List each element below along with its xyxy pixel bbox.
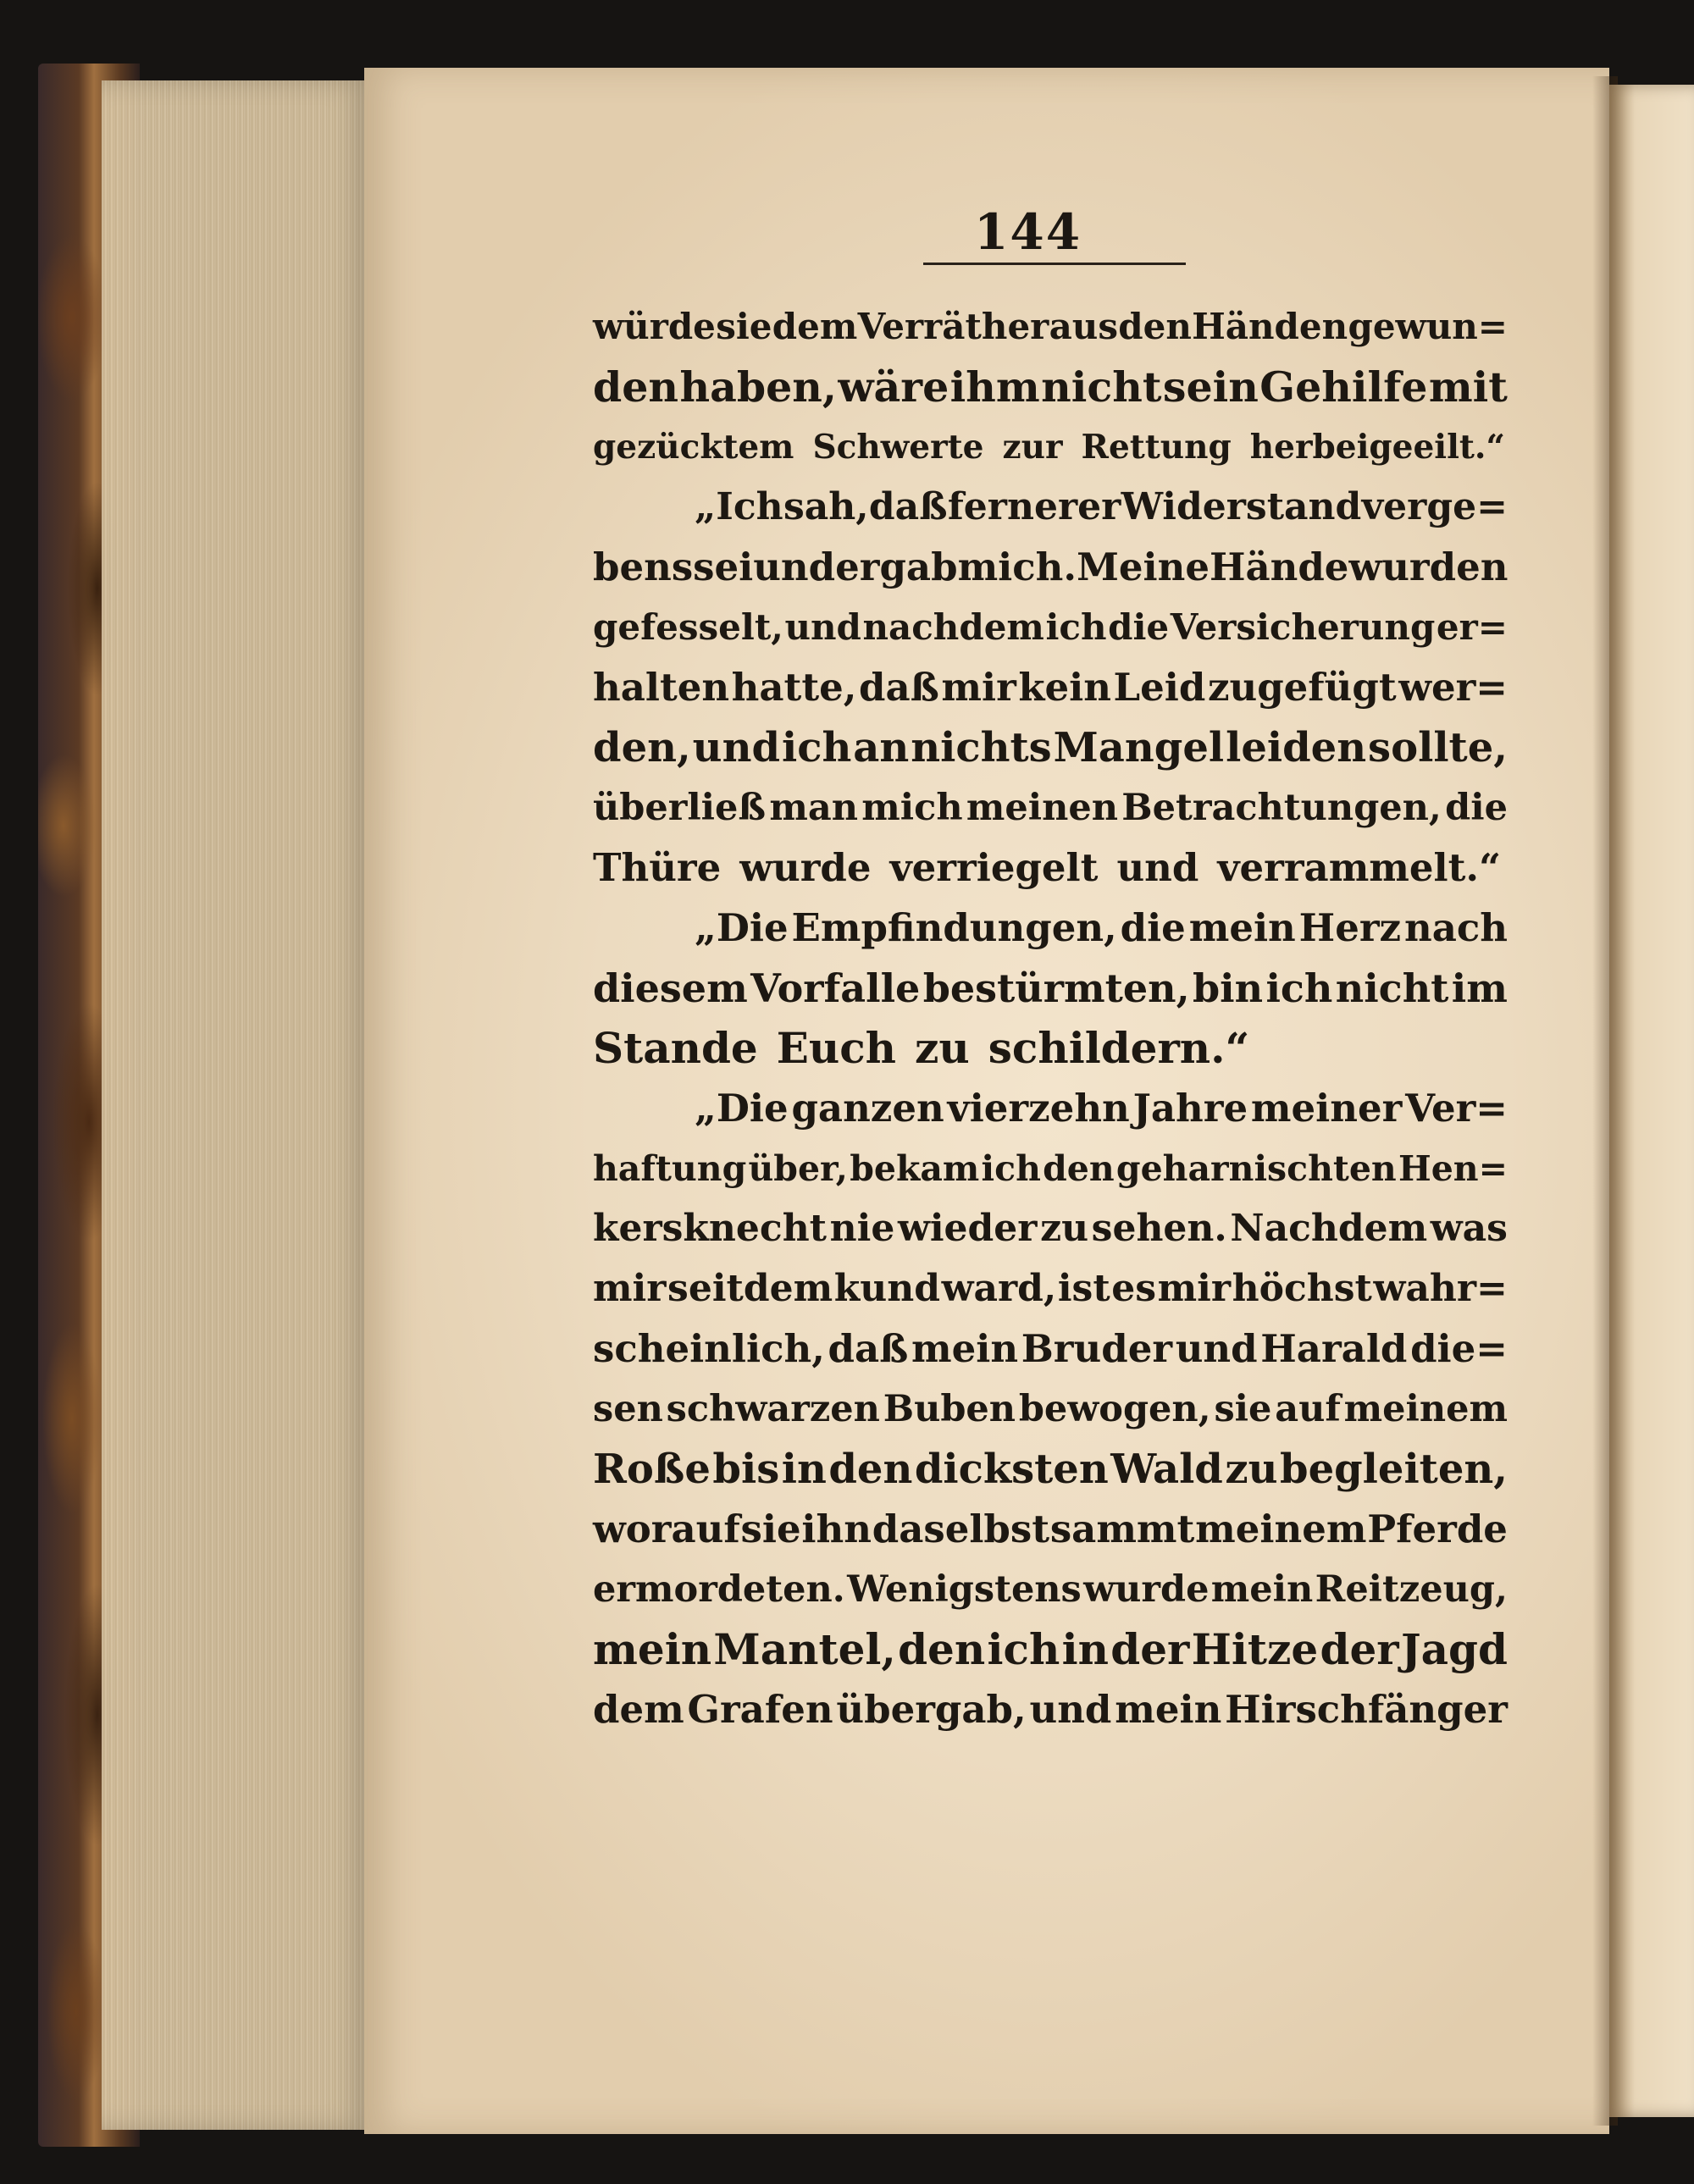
word: sammt bbox=[1049, 1507, 1195, 1551]
word: und bbox=[1175, 1326, 1258, 1371]
text-line bbox=[593, 1078, 1508, 1138]
word: wahr= bbox=[1373, 1267, 1508, 1310]
word: ward, bbox=[941, 1267, 1057, 1310]
word: sei bbox=[693, 545, 754, 589]
word: haben, bbox=[679, 362, 837, 412]
word: ist bbox=[1057, 1267, 1110, 1310]
text-line bbox=[593, 1198, 1508, 1258]
word: mir bbox=[593, 1267, 667, 1310]
word: Meine bbox=[1077, 545, 1210, 589]
word: sen bbox=[593, 1387, 663, 1430]
word: ich bbox=[987, 1624, 1060, 1674]
word: der bbox=[1320, 1624, 1399, 1674]
word: Vorfalle bbox=[750, 965, 921, 1011]
word: den bbox=[898, 1624, 986, 1674]
word: Wenigstens bbox=[847, 1568, 1082, 1611]
word: gefesselt, bbox=[593, 606, 783, 648]
word: verriegelt bbox=[889, 845, 1099, 890]
word: Herz bbox=[1298, 905, 1402, 950]
word: sollte, bbox=[1368, 723, 1508, 771]
text-line bbox=[593, 777, 1508, 838]
text-line bbox=[593, 477, 1508, 537]
word: über, bbox=[748, 1147, 848, 1189]
word: in bbox=[1061, 1624, 1109, 1674]
text-line bbox=[593, 1499, 1508, 1559]
word: begleiten, bbox=[1280, 1445, 1508, 1493]
word: im bbox=[1451, 965, 1508, 1011]
text-line bbox=[593, 1559, 1508, 1619]
word: seitdem bbox=[667, 1267, 833, 1310]
word: „Die bbox=[695, 1086, 789, 1131]
word: worauf bbox=[593, 1507, 740, 1551]
word: haftung bbox=[593, 1147, 747, 1189]
word: der bbox=[1110, 1624, 1190, 1674]
word: hatte, bbox=[731, 665, 857, 710]
word: sein bbox=[1162, 362, 1259, 412]
text-line bbox=[593, 1379, 1508, 1439]
word: sah, bbox=[783, 485, 869, 528]
word: an bbox=[853, 723, 910, 771]
word: ihn bbox=[801, 1507, 872, 1551]
text-line bbox=[593, 537, 1508, 597]
word: sehen. bbox=[1091, 1207, 1227, 1250]
word: Pferde bbox=[1367, 1507, 1508, 1551]
word: dem bbox=[772, 306, 858, 347]
word: ermordeten. bbox=[593, 1568, 845, 1611]
word: scheinlich, bbox=[593, 1326, 825, 1371]
word: wurde bbox=[1083, 1568, 1210, 1611]
word: und bbox=[784, 606, 861, 648]
word: gezücktem bbox=[593, 427, 794, 467]
word: den bbox=[1043, 1147, 1115, 1189]
word: wäre bbox=[838, 362, 949, 412]
word: Jahre bbox=[1132, 1086, 1248, 1131]
word: Hirschfänger bbox=[1225, 1687, 1508, 1732]
word: Versicherung bbox=[1170, 606, 1436, 648]
word: aus bbox=[1049, 306, 1118, 347]
word: nie bbox=[829, 1207, 895, 1250]
word: verge= bbox=[1361, 485, 1508, 528]
word: ganzen bbox=[791, 1086, 944, 1131]
word: wurde bbox=[739, 845, 872, 890]
word: zur bbox=[1002, 427, 1063, 467]
text-line bbox=[593, 417, 1508, 477]
word: nicht bbox=[1041, 362, 1162, 412]
word: Rettung bbox=[1081, 427, 1232, 467]
word: schildern.“ bbox=[988, 1023, 1250, 1073]
text-line bbox=[593, 1439, 1508, 1499]
word: Nachdem bbox=[1230, 1207, 1428, 1250]
word: übergab, bbox=[836, 1687, 1027, 1732]
text-line bbox=[593, 657, 1508, 717]
text-line bbox=[593, 597, 1508, 657]
word: höchst bbox=[1232, 1267, 1372, 1310]
word: mir bbox=[941, 665, 1016, 710]
word: herbeigeeilt.“ bbox=[1249, 427, 1505, 467]
word: auf bbox=[1275, 1387, 1341, 1430]
word: mein bbox=[593, 1624, 712, 1674]
word: geharnischten bbox=[1115, 1147, 1397, 1189]
word: Widerstand bbox=[1121, 485, 1362, 528]
word: die bbox=[1108, 606, 1170, 648]
word: kund bbox=[833, 1267, 940, 1310]
word: mein bbox=[1115, 1687, 1222, 1732]
word: Grafen bbox=[687, 1687, 833, 1732]
word: sie bbox=[1214, 1387, 1272, 1430]
word: in bbox=[781, 1445, 827, 1493]
word: halten bbox=[593, 665, 730, 710]
word: und bbox=[1116, 845, 1199, 890]
text-line bbox=[593, 1619, 1508, 1679]
word: überließ bbox=[593, 786, 767, 829]
text-line bbox=[593, 1018, 1508, 1078]
word: dicksten bbox=[914, 1445, 1109, 1493]
word: es bbox=[1111, 1267, 1157, 1310]
word: Stande bbox=[593, 1023, 758, 1073]
word: nichts bbox=[911, 723, 1052, 771]
word: Euch bbox=[776, 1023, 896, 1073]
word: und bbox=[753, 545, 836, 589]
word: ihm bbox=[949, 362, 1040, 412]
word: mir bbox=[1157, 1267, 1232, 1310]
word: mich bbox=[861, 786, 963, 829]
word: leiden bbox=[1226, 723, 1367, 771]
word: bin bbox=[1192, 965, 1264, 1011]
word: kersknecht bbox=[593, 1207, 828, 1250]
word: bekam bbox=[850, 1147, 980, 1189]
word: daß bbox=[828, 1326, 909, 1371]
word: zu bbox=[1225, 1445, 1278, 1493]
word: mein bbox=[1210, 1568, 1314, 1611]
word: Hen= bbox=[1398, 1147, 1508, 1189]
text-line bbox=[593, 357, 1508, 417]
word: die bbox=[1445, 786, 1508, 829]
word: den bbox=[828, 1445, 913, 1493]
word: mein bbox=[1188, 905, 1296, 950]
word: daß bbox=[868, 485, 948, 528]
word: Schwerte bbox=[812, 427, 984, 467]
body-text bbox=[593, 296, 1508, 1739]
text-line bbox=[593, 717, 1508, 777]
word: Empfindungen, bbox=[791, 905, 1117, 950]
word: die bbox=[1120, 905, 1186, 950]
text-line bbox=[593, 1258, 1508, 1319]
word: ich bbox=[1045, 606, 1107, 648]
word: den bbox=[593, 362, 679, 412]
word: daß bbox=[858, 665, 939, 710]
word: Leid bbox=[1113, 665, 1206, 710]
word: vierzehn bbox=[947, 1086, 1130, 1131]
word: er= bbox=[1436, 606, 1508, 648]
word: bestürmten, bbox=[922, 965, 1190, 1011]
word: Reitzeug, bbox=[1315, 1568, 1508, 1611]
word: meiner bbox=[1250, 1086, 1403, 1131]
text-line bbox=[593, 1319, 1508, 1379]
word: Hitze bbox=[1191, 1624, 1319, 1674]
word: Harald bbox=[1260, 1326, 1408, 1371]
word: Jagd bbox=[1400, 1624, 1508, 1674]
word: was bbox=[1430, 1207, 1508, 1250]
word: schwarzen bbox=[666, 1387, 880, 1430]
word: fernerer bbox=[947, 485, 1121, 528]
word: wer= bbox=[1398, 665, 1508, 710]
text-line bbox=[593, 296, 1508, 357]
word: „Ich bbox=[695, 485, 783, 528]
word: sie bbox=[716, 306, 772, 347]
word: ich bbox=[1265, 965, 1333, 1011]
word: zu bbox=[1040, 1207, 1089, 1250]
word: zugefügt bbox=[1207, 665, 1397, 710]
word: ergab bbox=[835, 545, 958, 589]
word: Betrachtungen, bbox=[1121, 786, 1442, 829]
word: zu bbox=[915, 1023, 970, 1073]
text-line bbox=[593, 898, 1508, 958]
word: Bruder bbox=[1021, 1326, 1173, 1371]
word: Ver= bbox=[1405, 1086, 1508, 1131]
word: mein bbox=[911, 1326, 1019, 1371]
word: Gehilfe bbox=[1259, 362, 1428, 412]
word: bis bbox=[712, 1445, 780, 1493]
text-line bbox=[593, 1679, 1508, 1739]
word: meinen bbox=[966, 786, 1118, 829]
word: verrammelt.“ bbox=[1217, 845, 1501, 890]
word: nicht bbox=[1335, 965, 1449, 1011]
word: wurden bbox=[1348, 545, 1509, 589]
word: Thüre bbox=[593, 845, 722, 890]
word: Händen bbox=[1192, 306, 1348, 347]
page-block-edges bbox=[102, 80, 373, 2130]
word: wieder bbox=[897, 1207, 1038, 1250]
word: daselbst bbox=[872, 1507, 1050, 1551]
word: und bbox=[692, 723, 781, 771]
word: „Die bbox=[695, 905, 789, 950]
word: gewun= bbox=[1348, 306, 1508, 347]
word: Mangel bbox=[1053, 723, 1225, 771]
word: den bbox=[1118, 306, 1192, 347]
word: Verräther bbox=[857, 306, 1049, 347]
word: ich bbox=[981, 1147, 1041, 1189]
text-line bbox=[593, 1138, 1508, 1198]
page-number: 144 bbox=[974, 203, 1082, 261]
word: Wald bbox=[1110, 1445, 1223, 1493]
word: die= bbox=[1410, 1326, 1508, 1371]
word: ich bbox=[781, 723, 852, 771]
word: man bbox=[769, 786, 858, 829]
word: kein bbox=[1018, 665, 1111, 710]
word: bens bbox=[593, 545, 694, 589]
word: Buben bbox=[883, 1387, 1016, 1430]
word: mit bbox=[1428, 362, 1508, 412]
word: den, bbox=[593, 723, 691, 771]
word: bewogen, bbox=[1018, 1387, 1211, 1430]
header-rule bbox=[923, 263, 1186, 265]
word: Roße bbox=[593, 1445, 711, 1493]
word: meinem bbox=[1343, 1387, 1508, 1430]
word: Mantel, bbox=[713, 1624, 896, 1674]
word: und bbox=[1029, 1687, 1112, 1732]
word: meinem bbox=[1195, 1507, 1367, 1551]
facing-page-edge bbox=[1609, 85, 1694, 2117]
word: nach bbox=[1403, 905, 1508, 950]
word: würde bbox=[593, 306, 716, 347]
word: mich. bbox=[957, 545, 1077, 589]
word: sie bbox=[740, 1507, 801, 1551]
word: nachdem bbox=[862, 606, 1044, 648]
text-line bbox=[593, 958, 1508, 1018]
text-line bbox=[593, 838, 1508, 898]
word: diesem bbox=[593, 965, 748, 1011]
word: Hände bbox=[1209, 545, 1349, 589]
word: dem bbox=[593, 1687, 684, 1732]
